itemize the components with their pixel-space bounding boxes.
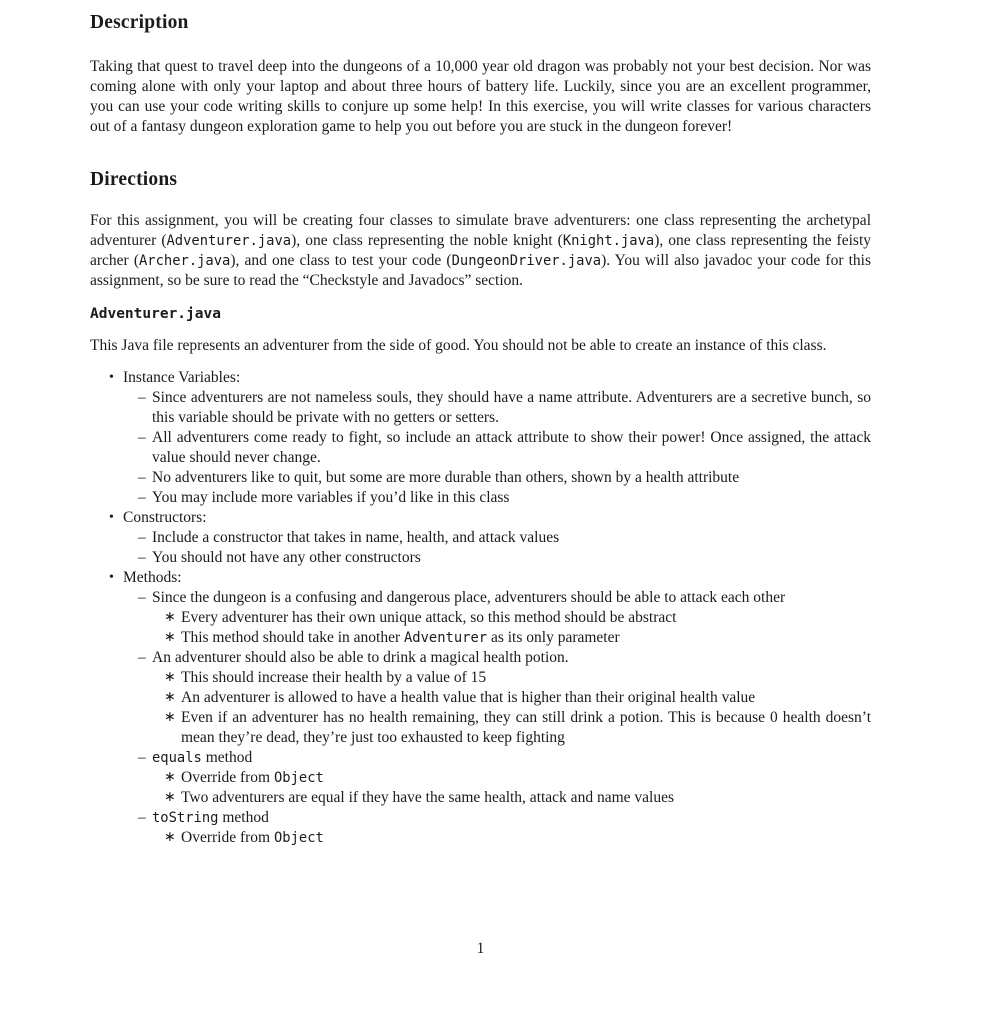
text-run: You should not have any other constructors [152,549,421,566]
text-run: Two adventurers are equal if they have the same health, attack and name values [181,789,674,806]
list-item [90,708,871,748]
dash-marker: – [138,749,146,766]
text-run: For this assignment, you will be creating four classes to simulate brave adventurers: one class representing the archetypal adventurer ( [90,212,871,249]
asterisk-marker: ∗ [164,770,176,785]
text-run: This Java file represents an adventurer from the side of good. You should not be able to create an instance of this class. [90,337,827,354]
inline-code: Knight.java [562,233,655,249]
list-item-text [152,649,569,666]
inline-code: Archer.java [138,253,231,269]
list-item [90,428,871,468]
list-item-text [152,389,871,426]
list-item-text [152,429,871,466]
dash-marker: – [138,469,146,486]
dash-marker: – [138,529,146,546]
list-item [90,508,871,528]
dash-marker: – [138,389,146,406]
text-run: as its only parameter [487,629,620,646]
text-run: method [218,809,269,826]
list-item-text [181,709,871,746]
list-item [90,528,871,548]
list-item [90,648,871,668]
list-item [90,588,871,608]
section-heading-directions: Directions [90,169,178,190]
list-item-text [123,369,240,386]
text-run: An adventurer is allowed to have a health value that is higher than their original health value [181,689,756,706]
text-run: Even if an adventurer has no health remaining, they can still drink a potion. This is because 0 health doesn’t mean they’re dead, they’re just too exhausted to keep fighting [181,709,871,746]
asterisk-marker: ∗ [164,630,176,645]
text-run: Since adventurers are not nameless souls, they should have a name attribute. Adventurers are a secretive bunch, so this variable should be private with no getters or setters. [152,389,871,426]
directions-paragraph [90,211,871,291]
text-run: ), and one class to test your code ( [230,252,452,269]
asterisk-marker: ∗ [164,790,176,805]
text-run: This should increase their health by a value of 15 [181,669,487,686]
list-item-text [181,609,676,626]
text-run: Constructors: [123,509,207,526]
list-item [90,368,871,388]
list-item-text [181,829,324,846]
text-run: ). You will also javadoc your code for this assignment, so be sure to read the “Checkstyle and Javadocs” section. [90,252,871,289]
list-item [90,788,871,808]
inline-code: toString [152,810,219,826]
list-item-text [181,669,486,686]
list-item-text [181,689,755,706]
list-item-text [123,509,207,526]
inline-code: Adventurer [404,630,488,646]
inline-code: equals [152,750,202,766]
list-item-text [152,809,269,826]
list-item-text [152,489,509,506]
text-run: Override from [181,769,274,786]
text-run: Instance Variables: [123,369,241,386]
asterisk-marker: ∗ [164,690,176,705]
bullet-marker: • [109,570,114,585]
list-item [90,688,871,708]
text-run: No adventurers like to quit, but some are more durable than others, shown by a health attribute [152,469,740,486]
requirements-list [90,368,871,848]
list-item [90,388,871,428]
text-run: ), one class representing the noble knight ( [291,232,563,249]
dash-marker: – [138,809,146,826]
list-item [90,748,871,768]
dash-marker: – [138,649,146,666]
list-item-text [152,529,559,546]
text-run: Every adventurer has their own unique attack, so this method should be abstract [181,609,677,626]
list-item-text [181,769,324,786]
text-run: This method should take in another [181,629,404,646]
list-item-text [152,549,421,566]
list-item-text [152,589,785,606]
list-item [90,608,871,628]
list-item-text [181,789,674,806]
list-item-text [181,629,620,646]
text-run: Methods: [123,569,182,586]
inline-code: Object [273,770,324,786]
dash-marker: – [138,549,146,566]
text-run: Taking that quest to travel deep into the dungeons of a 10,000 year old dragon was probably not your best decision. Nor was coming alone with only your laptop and about three hours of battery life. Luckily, since you are an excellent programmer, you can use your code writing skills to conjure up some help! In this exercise, you will write classes for various characters out of a fantasy dungeon exploration game to help you out before you are stuck in the dungeon forever! [90,58,871,135]
text-run: All adventurers come ready to fight, so include an attack attribute to show their power! Once assigned, the attack value should never change. [152,429,871,466]
inline-code: Object [273,830,324,846]
text-run: ), one class representing the feisty archer ( [90,232,871,269]
text-block [90,0,871,848]
bullet-marker: • [109,370,114,385]
list-item [90,568,871,588]
text-run: An adventurer should also be able to drink a magical health potion. [152,649,569,666]
dash-marker: – [138,489,146,506]
text-run: method [201,749,253,766]
asterisk-marker: ∗ [164,710,176,725]
text-run: You may include more variables if you’d like in this class [152,489,510,506]
text-run: Override from [181,829,274,846]
text-run: Include a constructor that takes in name, health, and attack values [152,529,560,546]
bullet-marker: • [109,510,114,525]
list-item [90,768,871,788]
dash-marker: – [138,589,146,606]
list-item [90,668,871,688]
adventurer-intro-paragraph [90,336,871,356]
dash-marker: – [138,429,146,446]
description-paragraph [90,57,871,137]
asterisk-marker: ∗ [164,670,176,685]
list-item [90,628,871,648]
file-heading-adventurer-java: Adventurer.java [90,306,221,322]
list-item [90,808,871,828]
list-item [90,828,871,848]
list-item [90,468,871,488]
list-item [90,488,871,508]
section-heading-description: Description [90,12,189,33]
list-item [90,548,871,568]
text-run: Since the dungeon is a confusing and dangerous place, adventurers should be able to attack each other [152,589,786,606]
list-item-text [152,469,739,486]
list-item-text [152,749,252,766]
asterisk-marker: ∗ [164,830,176,845]
inline-code: DungeonDriver.java [451,253,602,269]
page-number: 1 [476,940,485,957]
asterisk-marker: ∗ [164,610,176,625]
list-item-text [123,569,182,586]
inline-code: Adventurer.java [166,233,292,249]
